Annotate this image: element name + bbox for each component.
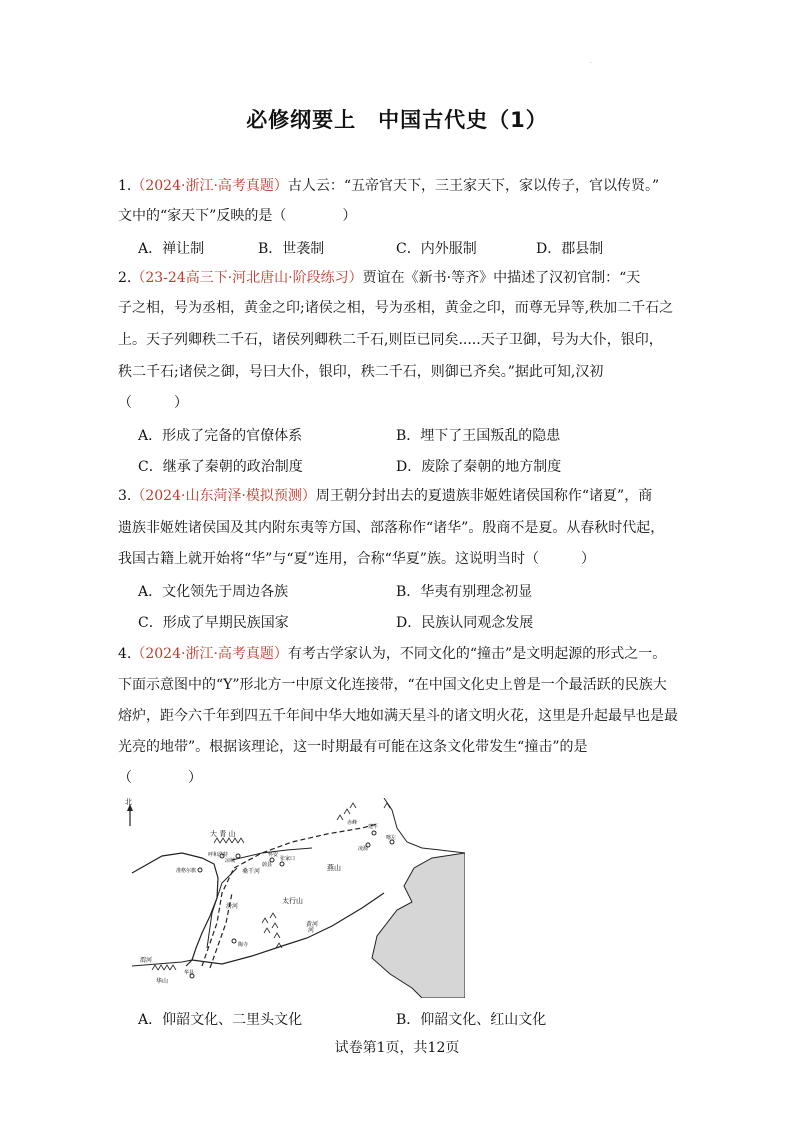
page-title: 必修纲要上 中国古代史（1） [246, 108, 548, 132]
label-jianping: 建平 [368, 824, 379, 830]
coastline [384, 798, 465, 853]
question-1-option-d[interactable]: D．郡县制 [536, 241, 604, 257]
label-yellow: 黄河 [306, 921, 319, 928]
question-3-number: 3. [118, 488, 132, 504]
label-lingyuan: 凌源 [358, 846, 369, 852]
label-taihang: 太行山 [282, 897, 303, 905]
question-2-line-4: 秩二千石;诸侯之御，号曰大仆，银印，秩二千石，则御已齐矣。”据此可知,汉初 [118, 364, 604, 380]
question-2-line-1 [118, 268, 640, 288]
question-2-line-5: （ ） [118, 395, 188, 411]
header-mark: · [590, 60, 592, 67]
label-sanggan: 桑干河 [242, 868, 261, 875]
page-footer: 试卷第1页，共12页 [334, 1040, 460, 1056]
label-yanshan: 燕山 [327, 864, 341, 872]
north-arrow-icon [127, 804, 133, 826]
question-3-line-1 [118, 486, 652, 506]
question-1-option-c[interactable]: C．内外服制 [396, 241, 477, 257]
question-1-line-2: 文中的“家天下”反映的是（ ） [118, 208, 357, 224]
label-chifeng: 赤峰 [347, 820, 358, 826]
question-3-source: （2024·山东菏泽·模拟预测） [131, 488, 316, 504]
question-2-option-b[interactable]: B．埋下了王国叛乱的隐患 [396, 428, 561, 444]
label-kazuo: 喀左 [386, 835, 397, 841]
label-yuxian: 蔚县 [262, 862, 273, 868]
label-wei: 渭河 [140, 957, 153, 964]
question-4-line-1 [118, 644, 666, 664]
question-4-line-3: 熔炉，距今六千年到四五千年间中华大地如满天星斗的诸文明火花，这里是升起最早也是最 [118, 708, 678, 724]
label-huaian: 怀安 [268, 852, 279, 858]
sea-area [372, 853, 465, 998]
question-3-option-d[interactable]: D．民族认同观念发展 [396, 615, 534, 631]
question-2-option-a[interactable]: A．形成了完备的官僚体系 [138, 428, 303, 444]
label-hohhot: 呼和浩特 [208, 852, 229, 858]
label-taosi: 陶寺 [238, 942, 249, 948]
question-2-source: （23-24高三下·河北唐山·阶段练习） [131, 270, 363, 286]
question-2-number: 2. [118, 270, 132, 286]
label-daqing: 大 青 山 [210, 830, 236, 838]
y-culture-belt [202, 824, 377, 966]
label-fen: 汾河 [226, 903, 239, 910]
mountain-icon [152, 803, 390, 970]
question-1-number: 1. [118, 178, 132, 194]
question-4-source: （2024·浙江·高考真题） [131, 646, 288, 662]
question-3-option-a[interactable]: A．文化领先于周边各族 [138, 584, 289, 600]
label-zhungeer: 准格尔旗 [176, 868, 197, 874]
question-2-text: 贾谊在《新书·等齐》中描述了汉初官制：“天 [362, 270, 641, 286]
question-2-line-3: 上。天子列卿秩二千石，诸侯列卿秩二千石,则臣已同矣.....天子卫御，号为大仆，银印， [118, 332, 663, 348]
question-1-line-1 [118, 176, 659, 196]
question-3-option-c[interactable]: C．形成了早期民族国家 [138, 615, 289, 631]
question-4-line-5: （ ） [118, 770, 202, 786]
question-1-option-a[interactable]: A．禅让制 [138, 241, 205, 257]
question-4-number: 4. [118, 646, 132, 662]
question-2-option-c[interactable]: C．继承了秦朝的政治制度 [138, 459, 303, 475]
question-2-option-d[interactable]: D．废除了秦朝的地方制度 [396, 459, 562, 475]
label-zhangjiakou: 张家口 [280, 856, 296, 862]
question-4-line-2: 下面示意图中的“Y”形北方一中原文化连接带，“在中国文化史上曾是一个最活跃的民族大 [118, 677, 667, 693]
label-huashan: 华山 [156, 978, 169, 985]
question-1-text: 古人云：“五帝官天下，三王家天下，家以传子，官以传贤。” [287, 178, 660, 194]
question-2-line-2: 子之相，号为丞相，黄金之印;诸侯之相，号为丞相，黄金之印，而尊无异等,秩加二千石之 [118, 300, 674, 316]
question-3-text: 周王朝分封出去的夏遗族非姬姓诸侯国称作“诸夏”，商 [315, 488, 653, 504]
question-4-text: 有考古学家认为，不同文化的“撞击”是文明起源的形式之一。 [287, 646, 667, 662]
yellow-river [132, 853, 218, 966]
label-liangcheng: 凉城 [225, 858, 236, 864]
question-3-line-3: 我国古籍上就开始将“华”与“夏”连用，合称“华夏”族。这说明当时（ ） [118, 551, 595, 567]
question-1-source: （2024·浙江·高考真题） [131, 178, 288, 194]
question-1-option-b[interactable]: B．世袭制 [258, 241, 325, 257]
question-4-option-a[interactable]: A．仰韶文化、二里头文化 [138, 1012, 303, 1028]
culture-belt-map [122, 798, 465, 998]
question-4-line-4: 光亮的地带”。根据该理论，这一时期最有可能在这条文化带发生“撞击”的是 [118, 739, 588, 755]
question-4-option-b[interactable]: B．仰韶文化、红山文化 [396, 1012, 547, 1028]
label-huanghe2: 河 [308, 927, 315, 934]
question-3-line-2: 遗族非姬姓诸侯国及其内附东夷等方国、部落称作“诸华”。殷商不是夏。从春秋时代起， [118, 520, 665, 536]
label-huaxian: 华县 [184, 970, 195, 976]
map-north-label: 北 [125, 798, 132, 806]
question-3-option-b[interactable]: B．华夷有别理念初显 [396, 584, 533, 600]
